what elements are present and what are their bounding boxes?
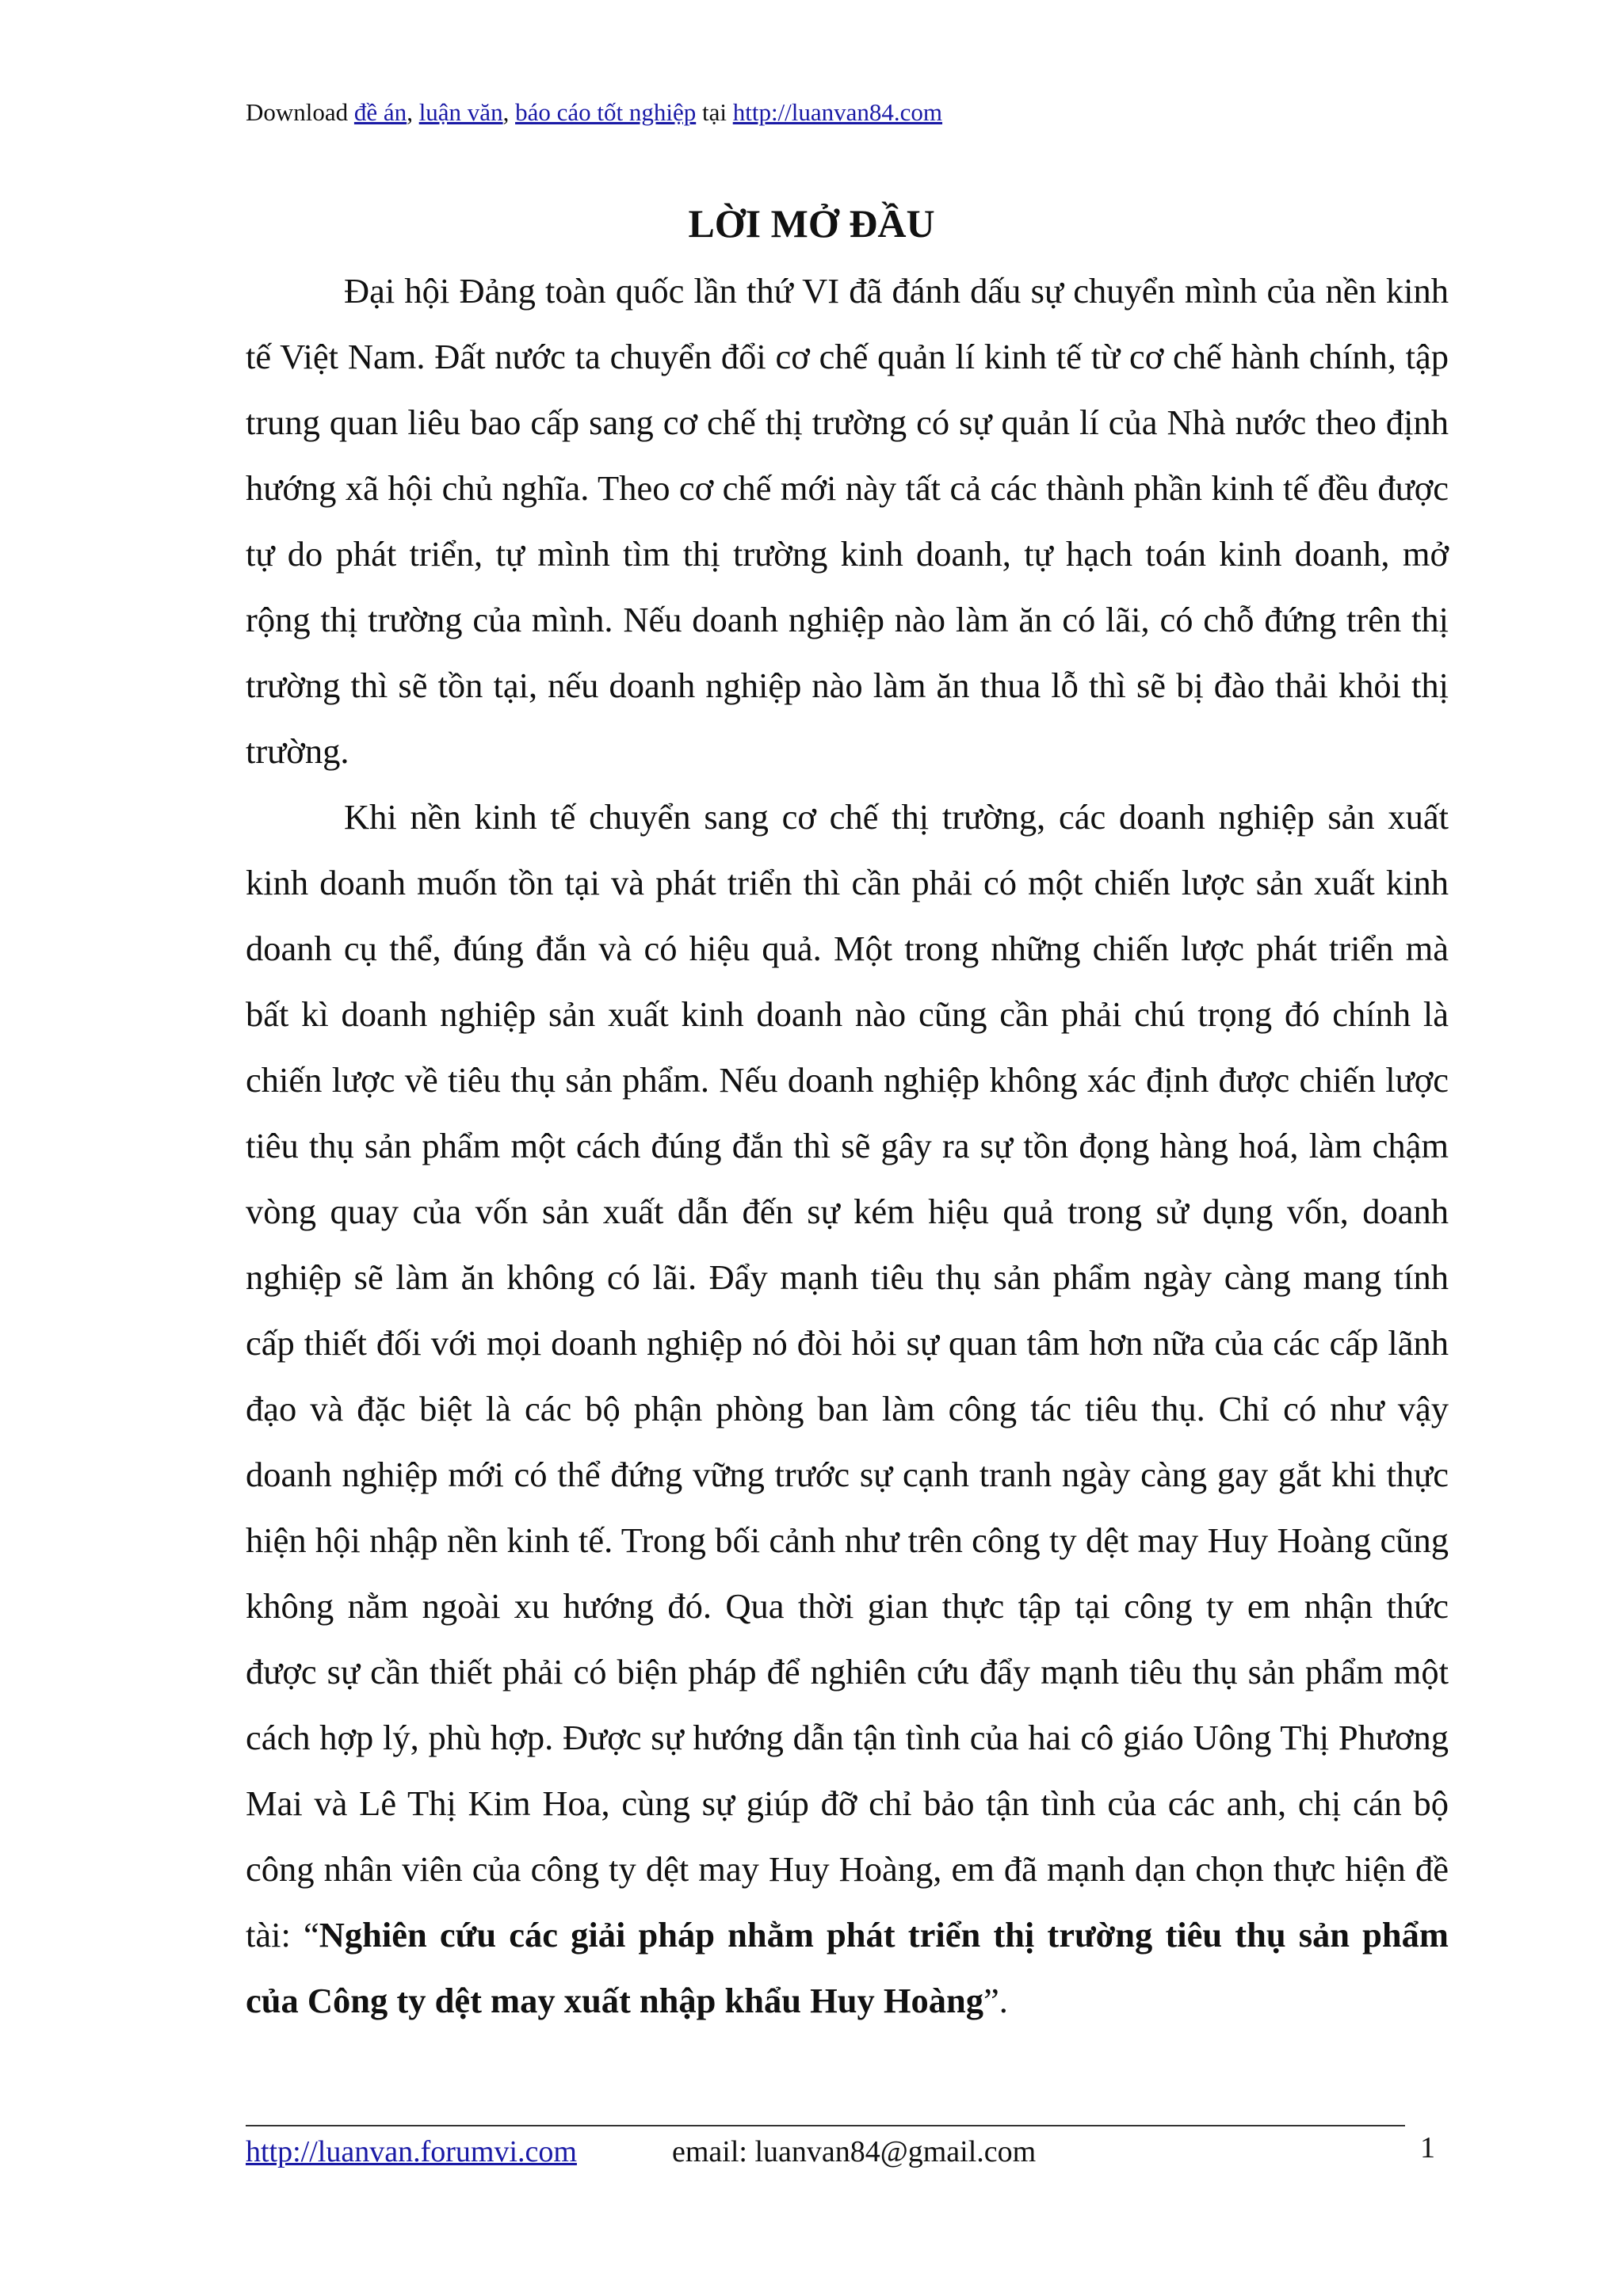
paragraph-2-text: Khi nền kinh tế chuyển sang cơ chế thị trường, các doanh nghiệp sản xuất kinh doanh muốn tồn tại và phát triển thì cần phải có một chiến lược sản xuất kinh doanh cụ thể, đúng đắn và có hiệu quả. Một trong những chiến lược phát triển mà bất kì doanh nghiệp sản xuất kinh doanh nào cũng cần phải chú trọng đó chính là chiến lược về tiêu thụ sản phẩm. Nếu doanh nghiệp không xác định được chiến lược tiêu thụ sản phẩm một cách đúng đắn thì sẽ gây ra sự tồn đọng hàng hoá, làm chậm vòng quay của vốn sản xuất dẫn đến sự kém hiệu quả trong sử dụng vốn, doanh nghiệp sẽ làm ăn không có lãi. Đẩy mạnh tiêu thụ sản phẩm ngày càng mang tính cấp thiết đối với mọi doanh nghiệp nó đòi hỏi sự quan tâm hơn nữa của các cấp lãnh đạo và đặc biệt là các bộ phận phòng ban làm công tác tiêu thụ. Chỉ có như vậy doanh nghiệp mới có thể đứng vững trước sự cạnh tranh ngày càng gay gắt khi thực hiện hội nhập nền kinh tế. Trong bối cảnh như trên công ty dệt may Huy Hoàng cũng không nằm ngoài xu hướng đó. Qua thời gian thực tập tại công ty em nhận thức được sự cần thiết phải có biện pháp để nghiên cứu đẩy mạnh tiêu thụ sản phẩm một cách hợp lý, phù hợp. Được sự hướng dẫn tận tình của hai cô giáo Uông Thị Phương Mai và Lê Thị Kim Hoa, cùng sự giúp đỡ chỉ bảo tận tình của các anh, chị cán bộ công nhân viên của công ty dệt may Huy Hoàng, em đã mạnh dạn chọn thực hiện đề tài: “: [246, 797, 1449, 1955]
footer-forum-link[interactable]: http://luanvan.forumvi.com: [246, 2135, 577, 2168]
link-luanvan84[interactable]: http://luanvan84.com: [732, 98, 943, 126]
header-separator: ,: [407, 98, 419, 126]
header-prefix: Download: [246, 98, 354, 126]
footer-email: email: luanvan84@gmail.com: [672, 2135, 1037, 2168]
page-header: [246, 97, 942, 128]
header-separator: ,: [502, 98, 516, 126]
thesis-title: Nghiên cứu các giải pháp nhằm phát triển thị trường tiêu thụ sản phẩm của Công ty dệt may xuất nhập khẩu Huy Hoàng: [246, 1915, 1449, 2020]
paragraph-2: [246, 784, 1449, 2034]
paragraph-1: Đại hội Đảng toàn quốc lần thứ VI đã đánh dấu sự chuyển mình của nền kinh tế Việt Nam. Đất nước ta chuyển đổi cơ chế quản lí kinh tế từ cơ chế hành chính, tập trung quan liêu bao cấp sang cơ chế thị trường có sự quản lí của Nhà nước theo định hướng xã hội chủ nghĩa. Theo cơ chế mới này tất cả các thành phần kinh tế đều được tự do phát triển, tự mình tìm thị trường kinh doanh, tự hạch toán kinh doanh, mở rộng thị trường của mình. Nếu doanh nghiệp nào làm ăn có lãi, có chỗ đứng trên thị trường thì sẽ tồn tại, nếu doanh nghiệp nào làm ăn thua lỗ thì sẽ bị đào thải khỏi thị trường.: [246, 271, 1449, 771]
document-body: [246, 258, 1449, 2034]
header-middle-text: tại: [696, 98, 733, 126]
footer-divider: [246, 2125, 1405, 2126]
link-luan-van[interactable]: luận văn: [418, 98, 503, 126]
thesis-close-quote: ”.: [983, 1981, 1008, 2020]
link-de-an[interactable]: đề án: [353, 98, 407, 126]
document-title: LỜI MỞ ĐẦU: [688, 201, 935, 246]
page-number: 1: [1420, 2131, 1435, 2164]
link-bao-cao-tot-nghiep[interactable]: báo cáo tốt nghiệp: [515, 98, 697, 126]
